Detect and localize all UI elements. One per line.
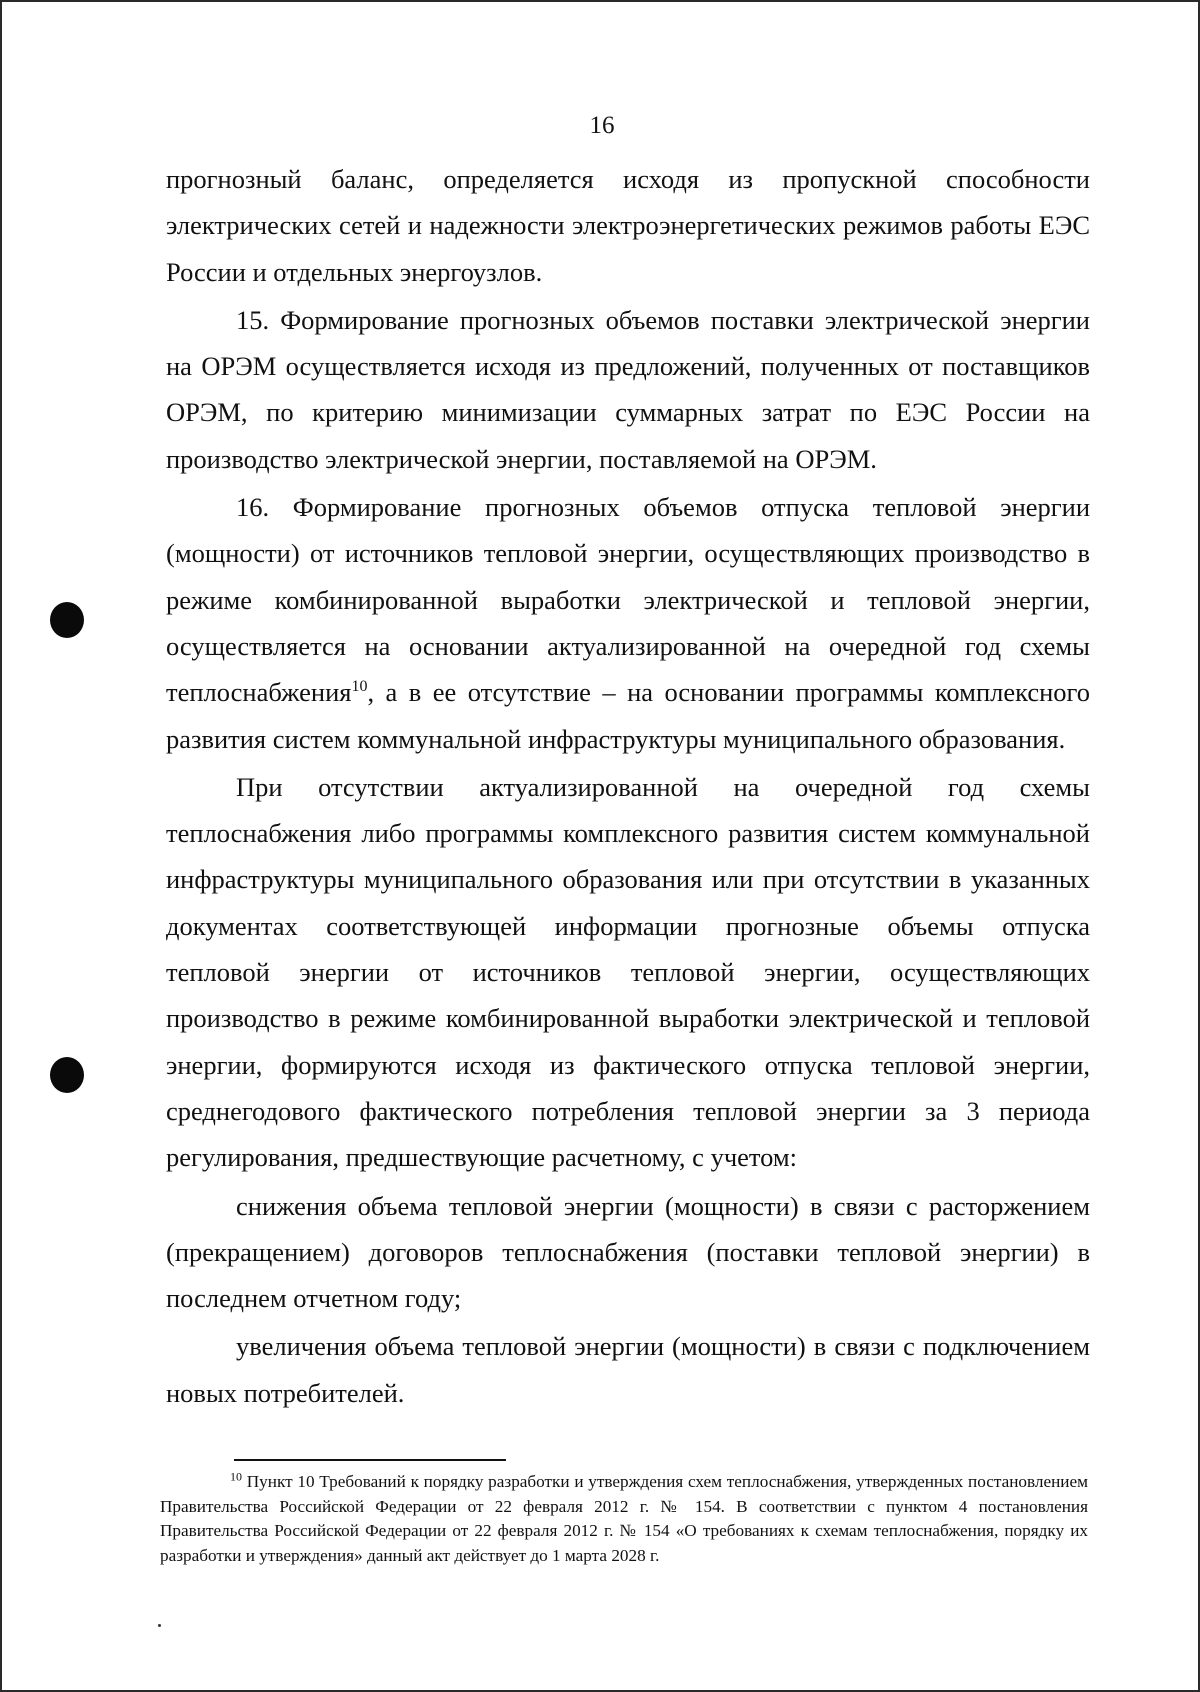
footnote-separator <box>234 1459 506 1461</box>
paragraph-absence: При отсутствии актуализированной на очередной год схемы теплоснабжения либо программы комплексного развития систем коммунальной инфраструктуры муниципального образования или при отсутствии в указанных документах соответствующей информации прогнозные объемы отпуска тепловой энергии от источников тепловой энергии, осуществляющих производство в режиме комбинированной выработки электрической и тепловой энергии, формируются исходя из фактического отпуска тепловой энергии, среднегодового фактического потребления тепловой энергии за 3 периода регулирования, предшествующие расчетному, с учетом: <box>166 771 1090 1173</box>
footnote-mark: 10 <box>230 1469 242 1484</box>
page-number: 16 <box>589 112 615 139</box>
paragraph-16-text: 16. Формирование прогнозных объемов отпуска тепловой энергии (мощности) от источников тепловой энергии, осуществляющих производство в режиме комбинированной выработки электрической и тепловой энергии, осуществляется на основании актуализированной на очередной год схемы теплоснабжения <box>166 492 1090 708</box>
paragraph-16-text-end: , а в ее отсутствие – на основании программы комплексного развития систем коммунальной инфраструктуры муниципального образования. <box>166 677 1090 754</box>
body-text <box>166 156 1090 1416</box>
footnote <box>160 1470 1088 1568</box>
paragraph-reduction: снижения объема тепловой энергии (мощности) в связи с расторжением (прекращением) договоров теплоснабжения (поставки тепловой энергии) в последнем отчетном году; <box>166 1190 1090 1314</box>
punch-hole-mark <box>50 602 84 638</box>
footnote-reference: 10 <box>351 678 368 696</box>
paragraph-15: 15. Формирование прогнозных объемов поставки электрической энергии на ОРЭМ осуществляется исходя из предложений, полученных от поставщиков ОРЭМ, по критерию минимизации суммарных затрат по ЕЭС России на производство электрической энергии, поставляемой на ОРЭМ. <box>166 304 1090 474</box>
punch-hole-mark <box>50 1057 84 1093</box>
paragraph-16 <box>166 484 1090 762</box>
paragraph-continuation: прогнозный баланс, определяется исходя из пропускной способности электрических сетей и надежности электроэнергетических режимов работы ЕЭС России и отдельных энергоузлов. <box>166 164 1090 287</box>
scan-speck <box>158 1624 161 1627</box>
paragraph-increase: увеличения объема тепловой энергии (мощности) в связи с подключением новых потребителей. <box>166 1331 1090 1408</box>
footnote-text: Пункт 10 Требований к порядку разработки и утверждения схем теплоснабжения, утвержденных постановлением Правительства Российской Федерации от 22 февраля 2012 г. № 154. В соответствии с пунктом 4 постановления Правительства Российской Федерации от 22 февраля 2012 г. № 154 «О требованиях к схемам теплоснабжения, порядку их разработки и утверждения» данный акт действует до 1 марта 2028 г. <box>160 1472 1088 1565</box>
